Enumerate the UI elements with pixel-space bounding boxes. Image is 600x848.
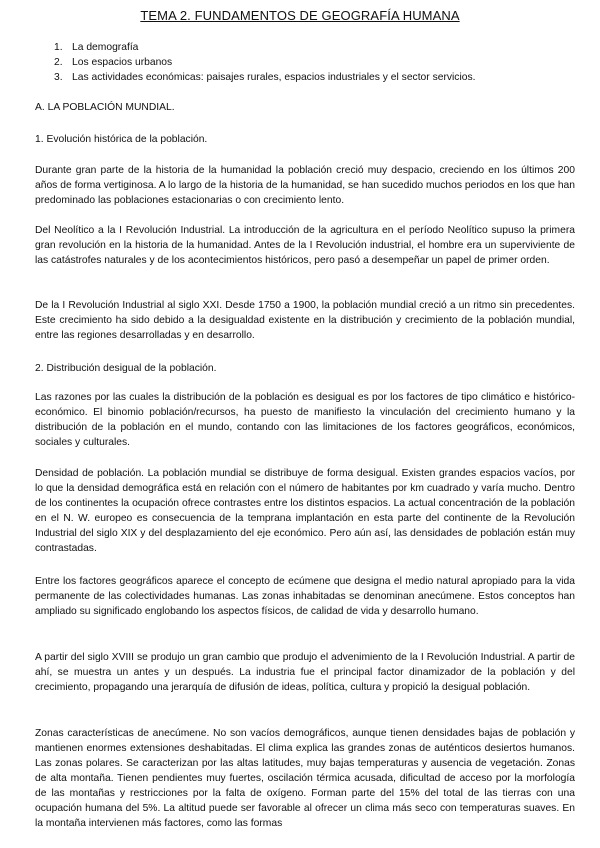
topic-list xyxy=(54,40,475,85)
section-heading-a: A. LA POBLACIÓN MUNDIAL. xyxy=(35,102,175,113)
paragraph: A partir del siglo XVIII se produjo un gran cambio que produjo el advenimiento de la I Revolución Industrial. A partir de ahí, se muestra un antes y un después. La industria fue el principal factor dinamizador de la población y del crecimiento, propagando una jerarquía de difusión de ideas, política, cultura y propició la desigual población. xyxy=(35,652,575,693)
list-item xyxy=(54,70,475,85)
paragraph: Las razones por las cuales la distribución de la población es desigual es por los factores de tipo climático e histórico-económico. El binomio población/recursos, ha puesto de manifiesto la vinculación del crecimiento humano y la distribución de la población en el mundo, contando con las limitaciones de los factores geográficos, económicos, sociales y culturales. xyxy=(35,392,575,448)
list-text: La demografía xyxy=(72,42,139,53)
list-text: Los espacios urbanos xyxy=(72,57,173,68)
list-number: 1. xyxy=(54,42,63,53)
paragraph: De la I Revolución Industrial al siglo XXI. Desde 1750 a 1900, la población mundial creció a un ritmo sin precedentes. Este crecimiento ha sido debido a la desigualdad existente en la distribución y crecimiento de la población mundial, entre las regiones desarrolladas y en desarrollo. xyxy=(35,300,575,341)
list-text: Las actividades económicas: paisajes rurales, espacios industriales y el sector servicios. xyxy=(72,72,476,83)
list-number: 2. xyxy=(54,57,63,68)
document-title: TEMA 2. FUNDAMENTOS DE GEOGRAFÍA HUMANA xyxy=(140,8,460,23)
list-item xyxy=(54,55,475,70)
paragraph: Del Neolítico a la I Revolución Industrial. La introducción de la agricultura en el período Neolítico supuso la primera gran revolución en la historia de la humanidad. Antes de la I Revolución industrial, el hombre era un superviviente de las catástrofes naturales y de los acontecimientos históricos, pero pasó a desempeñar un papel de primer orden. xyxy=(35,225,575,266)
list-item xyxy=(54,40,475,55)
list-number: 3. xyxy=(54,72,63,83)
paragraph: Densidad de población. La población mundial se distribuye de forma desigual. Existen grandes espacios vacíos, por lo que la densidad demográfica está en relación con el número de habitantes por km cuadrado y varía mucho. Dentro de los continentes la ocupación ofrece contrastes entre los distintos espacios. La actual concentración de la población en el N. W. europeo es consecuencia de la temprana implantación en esta parte del continente de la Revolución Industrial del siglo XIX y del desplazamiento del eje económico. Pero aún así, las densidades de población están muy contrastadas. xyxy=(35,468,575,554)
paragraph: Durante gran parte de la historia de la humanidad la población creció muy despacio, creciendo en los últimos 200 años de forma vertiginosa. A lo largo de la historia de la humanidad, se han sucedido muchos periodos en los que han predominado las poblaciones estacionarias o con crecimiento lento. xyxy=(35,165,575,206)
subheading-distribution: 2. Distribución desigual de la población. xyxy=(35,363,217,374)
subheading-evolution: 1. Evolución histórica de la población. xyxy=(35,134,208,145)
paragraph: Zonas características de anecúmene. No son vacíos demográficos, aunque tienen densidades bajas de población y mantienen enormes extensiones deshabitadas. El clima explica las grandes zonas de auténticos desiertos humanos. Las zonas polares. Se caracterizan por las altas latitudes, muy bajas temperaturas y ausencia de vegetación. Zonas de alta montaña. Tienen pendientes muy fuertes, oscilación térmica acusada, dificultad de acceso por la morfología de las montañas y restricciones por la falta de oxígeno. Forman parte del 15% del total de las tierras con una ocupación humana del 5%. La altitud puede ser favorable al ofrecer un clima más seco con temperaturas suaves. En la montaña intervienen más factores, como las formas xyxy=(35,728,575,829)
paragraph: Entre los factores geográficos aparece el concepto de ecúmene que designa el medio natural apropiado para la vida permanente de las colectividades humanas. Las zonas inhabitadas se denominan anecúmene. Estos conceptos han ampliado su significado englobando los aspectos físicos, de calidad de vida y desarrollo humano. xyxy=(35,576,575,617)
